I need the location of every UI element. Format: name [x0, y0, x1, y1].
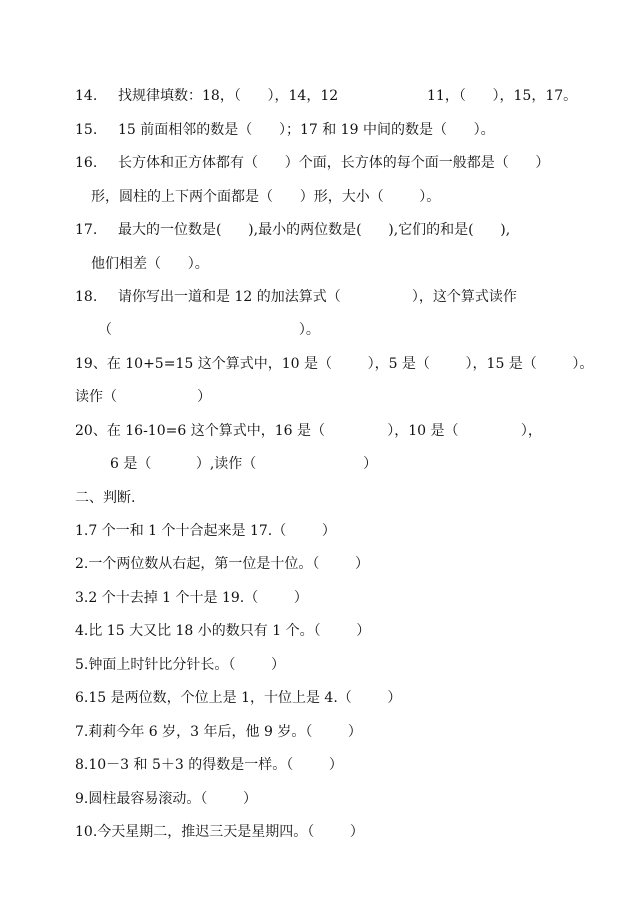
q16-line2: 形，圆柱的上下两个面都是（ ）形，大小（ ）。	[91, 189, 441, 205]
judge-item-3: 3.2 个十去掉 1 个十是 19.（ ）	[75, 590, 308, 606]
judge-item-1: 1.7 个一和 1 个十合起来是 17.（ ）	[75, 523, 336, 539]
q14-number: 14.	[75, 88, 98, 104]
q14-text-left: 找规律填数：18，（ ），14，12	[118, 88, 339, 104]
q17-number: 17.	[75, 222, 98, 238]
q16-line1: 长方体和正方体都有（ ）个面，长方体的每个面一般都是（ ）	[118, 155, 550, 171]
q18-line1: 请你写出一道和是 12 的加法算式（ ），这个算式读作	[118, 289, 517, 305]
judge-item-9: 9.圆柱最容易滚动。（ ）	[75, 791, 257, 807]
q18-number: 18.	[75, 289, 98, 305]
judge-item-8: 8.10－3 和 5＋3 的得数是一样。（ ）	[75, 757, 343, 773]
q19-line2: 读作（ ）	[75, 389, 212, 405]
q15-text: 15 前面相邻的数是（ ）；17 和 19 中间的数是（ ）。	[118, 122, 495, 138]
q14-text-right: 11，（ ），15，17。	[427, 88, 578, 104]
section-two-heading: 二、判断.	[75, 490, 136, 506]
judge-item-4: 4.比 15 大又比 18 小的数只有 1 个。（ ）	[75, 623, 371, 639]
q18-line2: （ ）。	[98, 322, 320, 338]
q15-number: 15.	[75, 122, 98, 138]
q20-line2: 6 是（ ）,读作（ ）	[110, 456, 378, 472]
q17-line2: 他们相差（ ）。	[91, 256, 209, 272]
q20-line1: 20、在 16-10=6 这个算式中，16 是（ ），10 是（ ），	[75, 423, 542, 439]
judge-item-7: 7.莉莉今年 6 岁，3 年后，他 9 岁。（ ）	[75, 724, 362, 740]
judge-item-2: 2.一个两位数从右起，第一位是十位。（ ）	[75, 556, 369, 572]
judge-item-5: 5.钟面上时针比分针长。（ ）	[75, 657, 285, 673]
q19-line1: 19、在 10+5=15 这个算式中，10 是（ ），5 是（ ），15 是（ ）。	[75, 356, 594, 372]
judge-item-6: 6.15 是两位数，个位上是 1，十位上是 4.（ ）	[75, 690, 402, 706]
judge-item-10: 10.今天星期二，推迟三天是星期四。（ ）	[75, 824, 364, 840]
q17-line1: 最大的一位数是( ),最小的两位数是( ),它们的和是( ),	[118, 222, 511, 238]
q16-number: 16.	[75, 155, 98, 171]
